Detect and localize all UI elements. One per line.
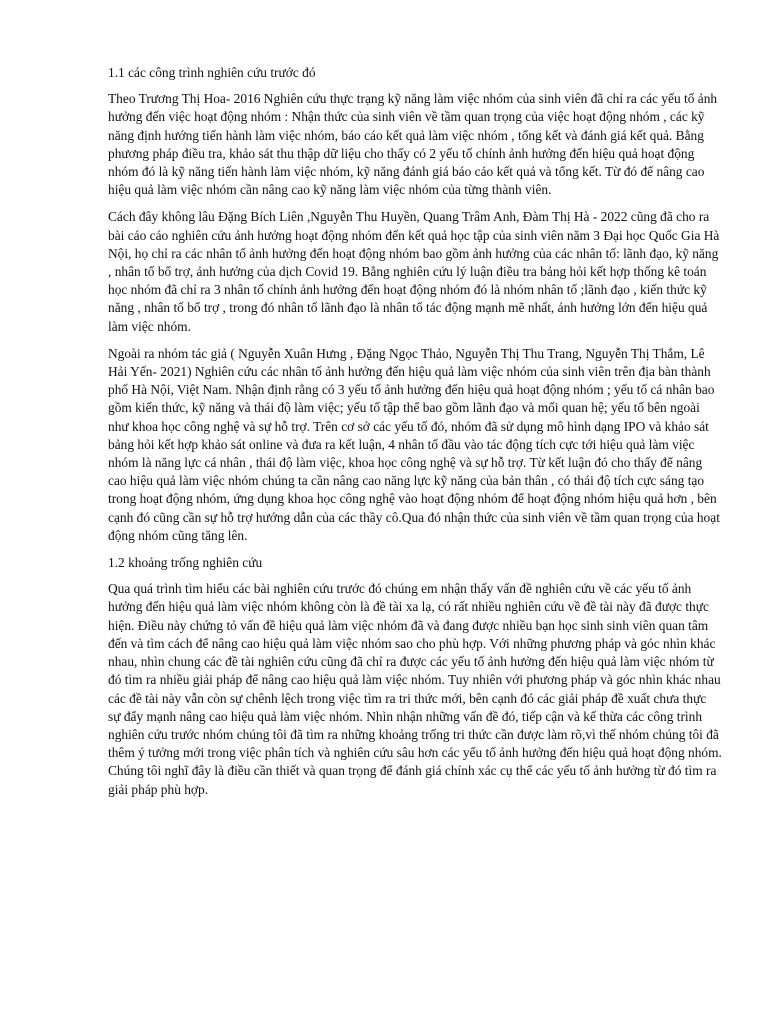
paragraph-nguyen-xuan-hung-study: Ngoài ra nhóm tác giả ( Nguyễn Xuân Hưng , Đặng Ngọc Thảo, Nguyễn Thị Thu Trang, Nguyễn Thị Thắm, Lê Hải Yến- 2021) Nghiên cứu các nhân tố ảnh hưởng đến hiệu quả làm việc nhóm của sinh viên trên địa bàn thành phố Hà Nội, Việt Nam. Nhận định rằng có 3 yếu tố ảnh hưởng đến hiệu quả hoạt động nhóm ; yếu tố cá nhân bao gồm kiến thức, kỹ năng và thái độ làm việc; yếu tố tập thể bao gồm lãnh đạo và mối quan hệ; yếu tố bên ngoài như khoa học công nghệ và sự hỗ trợ. Trên cơ sở các yếu tố đó, nhóm đã sử dụng mô hình dạng IPO và khảo sát bảng hỏi kết hợp khảo sát online và đưa ra kết luận, 4 nhân tố đầu vào tác động tích cực tới hiệu quả làm việc nhóm là năng lực cá nhân , thái độ làm việc, khoa học công nghệ và sự hỗ trợ. Từ kết luận đó cho thấy để nâng cao hiệu quả làm việc nhóm chúng ta cần nâng cao năng lực kỹ năng của bản thân , có thái độ tích cực sáng tạo trong hoạt động nhóm, ứng dụng khoa học công nghệ vào hoạt động nhóm để hoạt động nhóm hiệu quả hơn , bên cạnh đó cũng cần sự hỗ trợ hướng dẫn của các thầy cô.Qua đó nhận thức của sinh viên về tầm quan trọng của hoạt động nhóm cũng tăng lên.: [108, 345, 720, 543]
paragraph-research-gap: Qua quá trình tìm hiểu các bài nghiên cứu trước đó chúng em nhận thấy vấn đề nghiên cứu về các yếu tố ảnh hưởng đến hiệu quả làm việc nhóm không còn là đề tài xa lạ, có rất nhiều nghiên cứu về đề tài này đã được thực hiện. Điều này chứng tỏ vấn đề hiệu quả làm việc nhóm đã và đang được nhiều bạn học sinh sinh viên quan tâm đến và tìm cách để nâng cao hiệu quả làm việc nhóm sao cho phù hợp. Với những phương pháp và góc nhìn khác nhau, nhìn chung các đề tài nghiên cứu cũng đã chỉ ra được các yếu tố ảnh hưởng đến hiệu quả làm việc nhóm từ đó tìm ra nhiều giải pháp để nâng cao hiệu quả làm việc nhóm. Tuy nhiên với phương pháp và góc nhìn khác nhau các đề tài này vẫn còn sự chênh lệch trong việc tìm ra tri thức mới, bên cạnh đó các giải pháp đề xuất chưa thực sự đẩy mạnh nâng cao hiệu quả làm việc nhóm. Nhìn nhận những vấn đề đó, tiếp cận và kế thừa các công trình nghiên cứu trước nhóm chúng tôi đã tìm ra những khoảng trống tri thức cần được làm rõ,vì thế nhóm chúng tôi đã thêm ý tưởng mới trong việc phân tích và nghiên cứu sâu hơn các yếu tố ảnh hưởng đến hiệu quả hoạt động nhóm. Chúng tôi nghĩ đây là điều cần thiết và quan trọng để đánh giá chính xác cụ thể các yếu tố ảnh hưởng từ đó tìm ra giải pháp phù hợp.: [108, 581, 722, 797]
section-heading-research-gap: 1.2 khoảng trống nghiên cứu: [108, 555, 263, 571]
document-page: [108, 64, 722, 808]
paragraph-dang-bich-lien-study: Cách đây không lâu Đặng Bích Liên ,Nguyễn Thu Huyền, Quang Trâm Anh, Đàm Thị Hà - 2022 cũng đã cho ra bài cáo cáo nghiên cứu ảnh hưởng hoạt động nhóm đến kết quả học tập của sinh viên năm 3 Đại học Quốc Gia Hà Nội, họ chỉ ra các nhân tố ảnh hưởng đến hoạt động nhóm bao gồm ảnh hưởng của các nhân tố: lãnh đạo, kỹ năng , nhân tố bổ trợ, ảnh hưởng của dịch Covid 19. Bằng nghiên cứu lý luận điều tra bảng hỏi kết hợp thống kê toán học nhóm đã chỉ ra 3 nhân tố chính ảnh hưởng đến hoạt động nhóm đó là nhóm nhân tố ;lãnh đạo , kiến thức kỹ năng , nhân tố bổ trợ , trong đó nhân tố lãnh đạo là nhân tố tác động mạnh mẽ nhất, ảnh hưởng lớn đến hiệu quả làm việc nhóm.: [108, 209, 720, 334]
section-heading-previous-studies: 1.1 các công trình nghiên cứu trước đó: [108, 65, 316, 80]
paragraph-truong-thi-hoa-study: Theo Trương Thị Hoa- 2016 Nghiên cứu thực trạng kỹ năng làm việc nhóm của sinh viên đã chỉ ra các yếu tố ảnh hưởng đến việc hoạt động nhóm : Nhận thức của sinh viên về tầm quan trọng của việc hoạt động nhóm , các kỹ năng định hướng tiến hành làm việc nhóm, báo cáo kết quả làm việc nhóm , tổng kết và đánh giá kết quả. Bằng phương pháp điều tra, khảo sát thu thập dữ liệu cho thấy có 2 yếu tố chính ảnh hưởng đến hiệu quả hoạt động nhóm đó là kỹ năng tiến hành làm việc nhóm, kỹ năng đánh giá báo cáo kết quả và tổng kết. Từ đó để nâng cao hiệu quả làm việc nhóm cần nâng cao kỹ năng làm việc nhóm của từng thành viên.: [108, 91, 718, 198]
